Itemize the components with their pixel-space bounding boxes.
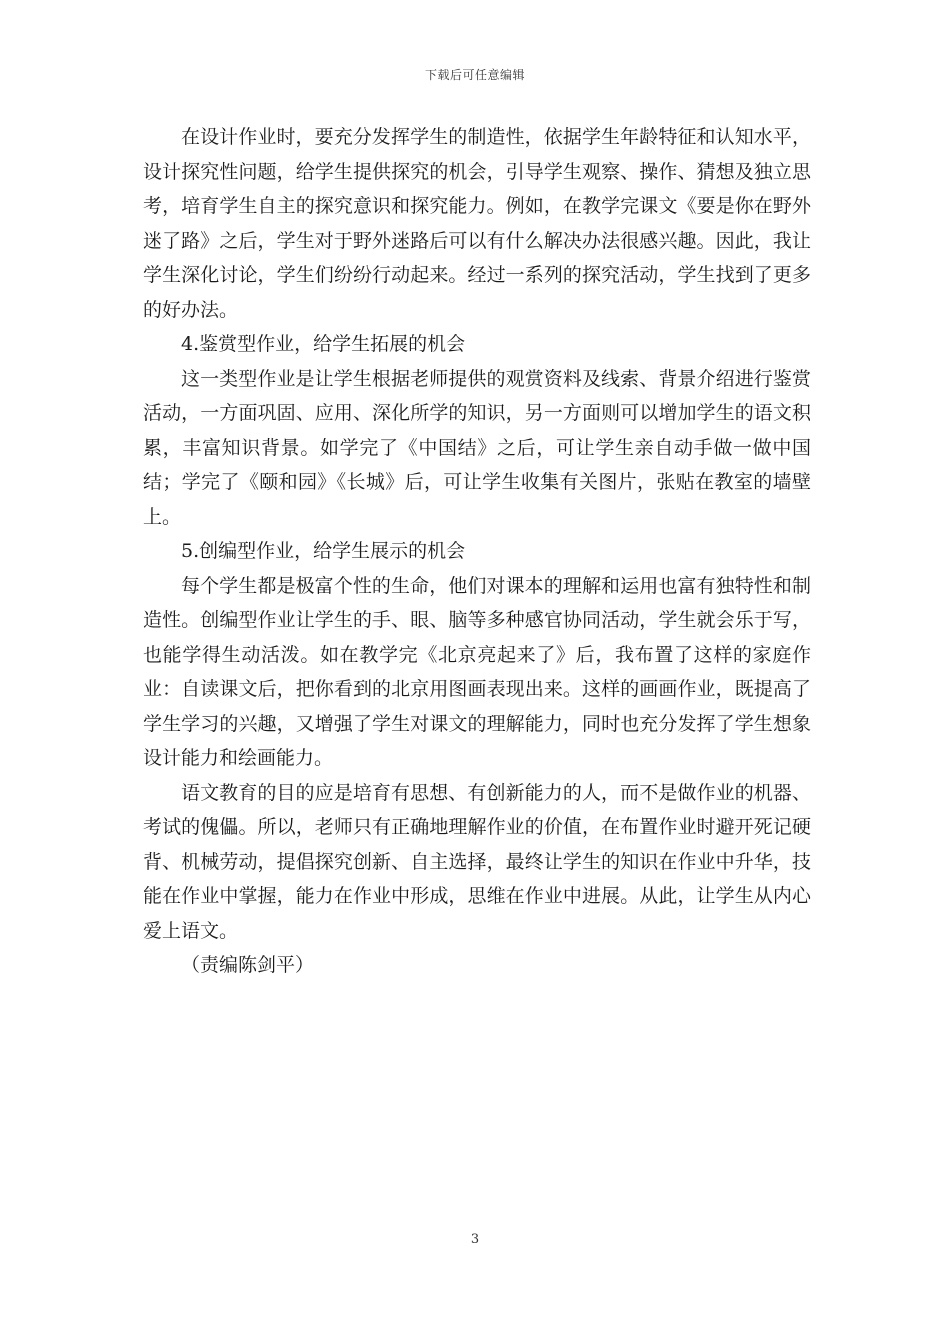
document-body bbox=[143, 120, 811, 983]
page-number: 3 bbox=[470, 1232, 480, 1247]
section-heading-appreciation: 4.鉴赏型作业，给学生拓展的机会 bbox=[181, 333, 466, 355]
paragraph-inquiry-homework: 在设计作业时，要充分发挥学生的制造性，依据学生年龄特征和认知水平，设计探究性问题，给学生提供探究的机会，引导学生观察、操作、猜想及独立思考，培育学生自主的探究意识和探究能力。例如，在教学完课文《要是你在野外迷了路》之后，学生对于野外迷路后可以有什么解决办法很感兴趣。因此，我让学生深化讨论，学生们纷纷行动起来。经过一系列的探究活动，学生找到了更多的好办法。 bbox=[143, 126, 811, 321]
paragraph-creative-homework: 每个学生都是极富个性的生命，他们对课本的理解和运用也富有独特性和制造性。创编型作业让学生的手、眼、脑等多种感官协同活动，学生就会乐于写，也能学得生动活泼。如在教学完《北京亮起来了》后，我布置了这样的家庭作业：自读课文后，把你看到的北京用图画表现出来。这样的画画作业，既提高了学生学习的兴趣，又增强了学生对课文的理解能力，同时也充分发挥了学生想象设计能力和绘画能力。 bbox=[143, 574, 811, 769]
paragraph-conclusion: 语文教育的目的应是培育有思想、有创新能力的人，而不是做作业的机器、考试的傀儡。所以，老师只有正确地理解作业的价值，在布置作业时避开死记硬背、机械劳动，提倡探究创新、自主选择，最终让学生的知识在作业中升华，技能在作业中掌握，能力在作业中形成，思维在作业中进展。从此，让学生从内心爱上语文。 bbox=[143, 781, 811, 942]
page-header: 下载后可任意编辑 bbox=[424, 68, 525, 82]
paragraph-appreciation-homework: 这一类型作业是让学生根据老师提供的观赏资料及线索、背景介绍进行鉴赏活动，一方面巩固、应用、深化所学的知识，另一方面则可以增加学生的语文积累，丰富知识背景。如学完了《中国结》之后，可让学生亲自动手做一做中国结；学完了《颐和园》《长城》后，可让学生收集有关图片，张贴在教室的墙壁上。 bbox=[143, 367, 811, 528]
section-heading-creative: 5.创编型作业，给学生展示的机会 bbox=[181, 540, 466, 562]
editor-signature: （责编陈剑平） bbox=[181, 954, 315, 976]
